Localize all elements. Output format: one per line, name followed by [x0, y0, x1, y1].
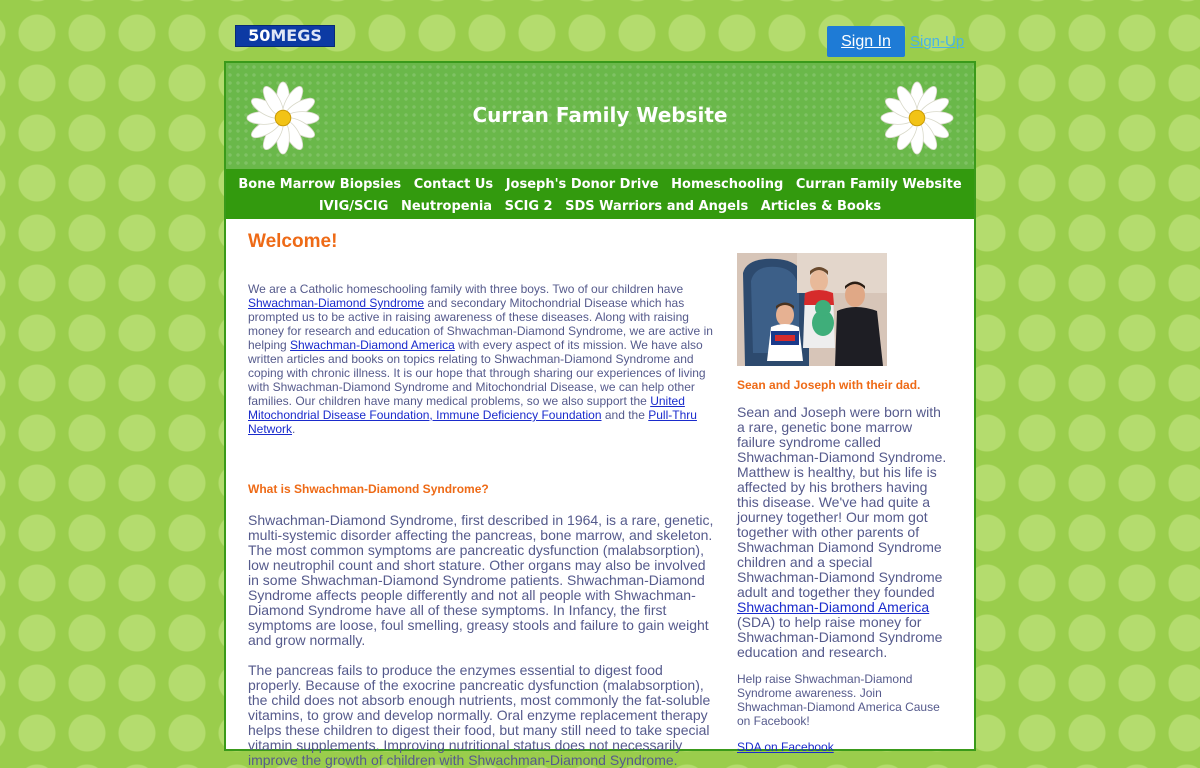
facebook-cause-paragraph: Help raise Shwachman-Diamond Syndrome awareness. Join Shwachman-Diamond America Cause on Facebook!	[737, 672, 940, 728]
nav-row	[226, 199, 974, 214]
sda-facebook-link[interactable]: SDA on Facebook	[737, 740, 834, 754]
pull-thru-network-link[interactable]: Pull-Thru Network	[248, 408, 697, 436]
site-header	[226, 63, 974, 169]
sds-description-paragraph: Shwachman-Diamond Syndrome, first described in 1964, is a rare, genetic, multi-systemic disorder affecting the pancreas, bone marrow, and skeleton. The most common symptoms are pancreatic dysfunction (malabsorption), low neutrophil count and short stature. Other organs may also be involved in some Shwachman-Diamond Syndrome patients. Shwachman-Diamond Syndrome affects people differently and not all people with Shwachman-Diamond Syndrome have all of these symptoms. In Infancy, the first symptoms are loose, foul smelling, greasy stools and failure to gain weight and grow normally.	[248, 512, 714, 648]
nav-row	[226, 177, 974, 192]
sidebar-paragraph: Sean and Joseph were born with a rare, genetic bone marrow failure syndrome called Shwachman-Diamond Syndrome. Matthew is healthy, but his life is affected by his brothers having this disease. We've had quite a journey together! Our mom got together with other parents of Shwachman Diamond Syndrome children and a special Shwachman-Diamond Syndrome adult and together they founded Shwachman-Diamond America (SDA) to help raise money for Shwachman-Diamond Syndrome education and research.	[737, 404, 947, 660]
sda-sidebar-link[interactable]: Shwachman-Diamond America	[737, 599, 930, 615]
family-photo	[737, 253, 887, 366]
daisy-flower-icon	[878, 79, 956, 157]
nav-item-scig-2[interactable]: SCIG 2	[504, 199, 553, 214]
nav-item-josephs-donor-drive[interactable]: Joseph's Donor Drive	[505, 177, 659, 192]
nav-item-ivig-scig[interactable]: IVIG/SCIG	[318, 199, 389, 214]
intro-paragraph: We are a Catholic homeschooling family with three boys. Two of our children have Shwachman-Diamond Syndrome and secondary Mitochondrial Disease which has prompted us to be active in raising awareness of these diseases. Along with raising money for research and education of Shwachman-Diamond Syndrome, we are active in helping Shwachman-Diamond America with every aspect of its mission. We have also written articles and books on topics relating to Shwachman-Diamond Syndrome and coping with chronic illness. It is our hope that through sharing our experiences of living with Shwachman-Diamond Syndrome and Mitochondrial Disease, we can help other families. Our children have many medical problems, so we also support the United Mitochondrial Disease Foundation, Immune Deficiency Foundation and the Pull-Thru Network.	[248, 282, 713, 436]
nav-item-homeschooling[interactable]: Homeschooling	[671, 177, 784, 192]
nav-item-sds-warriors-and-angels[interactable]: SDS Warriors and Angels	[565, 199, 749, 214]
site-container	[224, 61, 976, 768]
nav-item-bone-marrow-biopsies[interactable]: Bone Marrow Biopsies	[238, 177, 402, 192]
pancreas-paragraph: The pancreas fails to produce the enzymes essential to digest food properly. Because of the exocrine pancreatic dysfunction (malabsorption), the child does not absorb enough nutrients, most commonly the fat-soluble vitamins, to grow and develop normally. Oral enzyme replacement therapy helps these children to digest their food, but many still need to take special vitamin supplements. Improving nutritional status does not necessarily improve the growth of children with Shwachman-Diamond Syndrome.	[248, 662, 711, 768]
what-is-sds-heading: What is Shwachman-Diamond Syndrome?	[248, 482, 489, 496]
sds-link[interactable]: Shwachman-Diamond Syndrome	[248, 296, 425, 310]
nav-item-contact-us[interactable]: Contact Us	[413, 177, 494, 192]
main-nav	[226, 169, 974, 219]
welcome-heading: Welcome!	[248, 231, 338, 252]
sidebar	[737, 253, 951, 754]
main-content	[248, 231, 714, 768]
umdf-idf-link[interactable]: United Mitochondrial Disease Foundation, Immune Deficiency Foundation	[248, 394, 685, 422]
sda-link[interactable]: Shwachman-Diamond America	[290, 338, 455, 352]
nav-item-articles-and-books[interactable]: Articles & Books	[760, 199, 882, 214]
site-title: Curran Family Website	[472, 103, 728, 127]
sign-up-link[interactable]: Sign-Up	[910, 33, 965, 50]
sign-in-button[interactable]: Sign In	[827, 26, 905, 57]
50megs-logo[interactable]: 50MEGS	[235, 25, 335, 47]
photo-caption: Sean and Joseph with their dad.	[737, 378, 921, 392]
nav-item-curran-family-website[interactable]: Curran Family Website	[795, 177, 962, 192]
nav-item-neutropenia[interactable]: Neutropenia	[400, 199, 493, 214]
